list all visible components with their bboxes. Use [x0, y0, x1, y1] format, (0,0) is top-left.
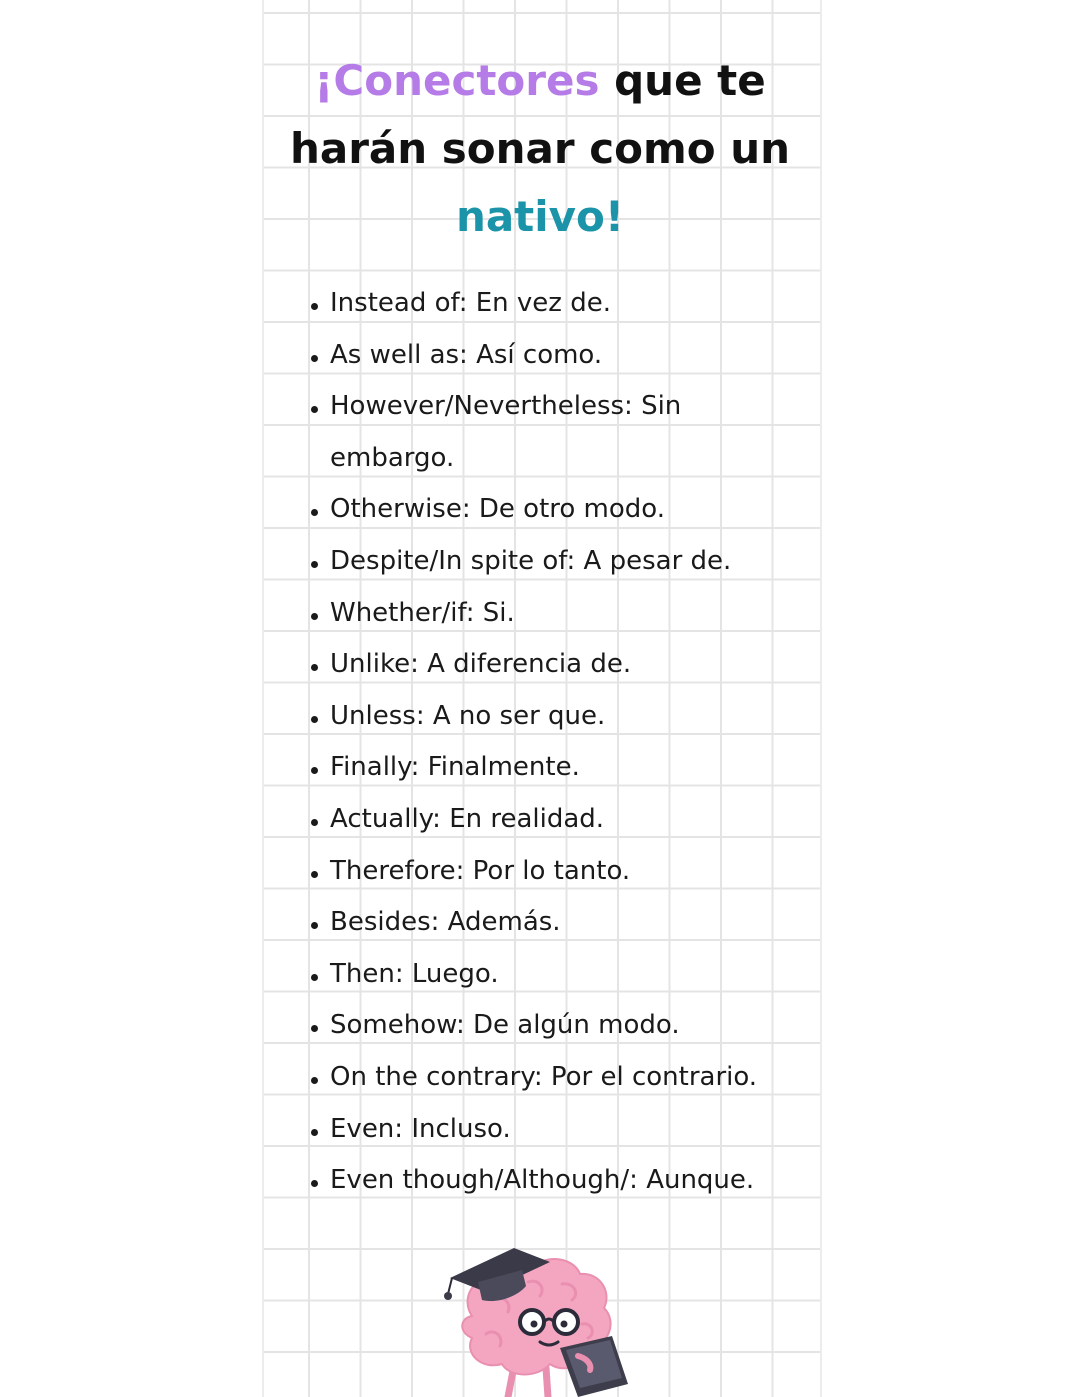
connectors-list [308, 278, 808, 1207]
list-item: Otherwise: De otro modo. [308, 484, 808, 536]
brain-graduate-icon [442, 1238, 642, 1397]
title-line-1-rest: que te [599, 56, 766, 105]
list-item: Even: Incluso. [308, 1104, 808, 1156]
list-item: Therefore: Por lo tanto. [308, 846, 808, 898]
list-item: Finally: Finalmente. [308, 742, 808, 794]
list-item: Even though/Although/: Aunque. [308, 1155, 808, 1207]
list-item: Then: Luego. [308, 949, 808, 1001]
list-item: Whether/if: Si. [308, 588, 808, 640]
list-item: Somehow: De algún modo. [308, 1000, 808, 1052]
list-item: Besides: Además. [308, 897, 808, 949]
title-line-1 [262, 56, 818, 105]
title-line-3 [262, 192, 818, 241]
list-item: Unlike: A diferencia de. [308, 639, 808, 691]
list-item: Instead of: En vez de. [308, 278, 808, 330]
list-item: Actually: En realidad. [308, 794, 808, 846]
title-highlight-nativo: nativo! [455, 192, 625, 241]
list-item: Unless: A no ser que. [308, 691, 808, 743]
title-highlight-conectores: ¡Conectores [314, 56, 600, 105]
list-item: Despite/In spite of: A pesar de. [308, 536, 808, 588]
list-item: On the contrary: Por el contrario. [308, 1052, 808, 1104]
list-item: However/Nevertheless: Sin embargo. [308, 381, 740, 484]
title-line-2: harán sonar como un [289, 124, 791, 173]
list-item: As well as: Así como. [308, 330, 808, 382]
